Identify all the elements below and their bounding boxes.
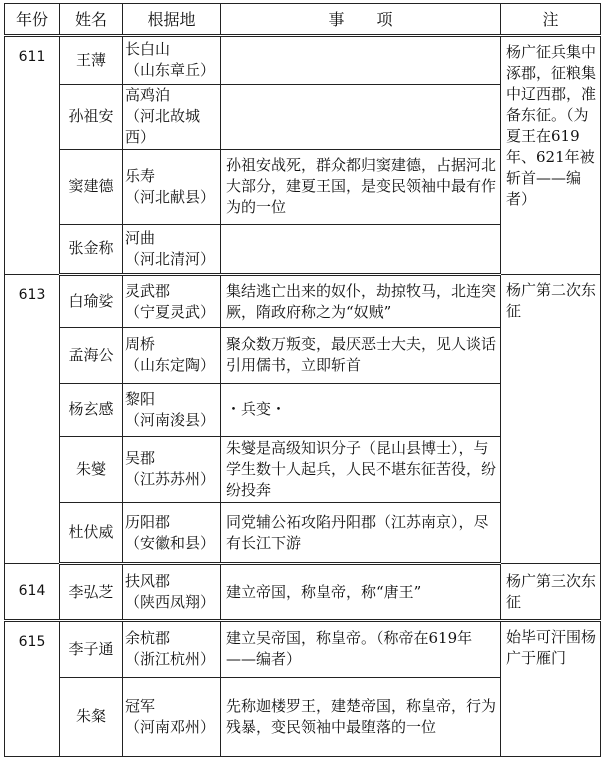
base-place: 高鸡泊 [125, 86, 171, 105]
base-location: （河南邓州） [125, 717, 216, 736]
year-cell: 615 [5, 621, 60, 757]
name-cell: 李子通 [60, 621, 123, 678]
base-cell [123, 503, 221, 564]
base-cell [123, 436, 221, 503]
base-cell [123, 149, 221, 224]
note-cell: 杨广第三次东征 [501, 564, 601, 621]
base-location: （河北清河） [125, 249, 216, 268]
base-place: 河曲 [125, 228, 156, 247]
event-cell: 聚众数万叛变，最厌恶士大夫，见人谈话引用儒书，立即斩首 [221, 328, 501, 384]
base-location: （陕西凤翔） [125, 593, 216, 612]
base-location: （山东章丘） [125, 61, 216, 80]
header-row [5, 4, 601, 36]
base-cell [123, 383, 221, 436]
name-cell: 杜伏威 [60, 503, 123, 564]
base-cell [123, 224, 221, 275]
event-cell: 集结逃亡出来的奴仆，劫掠牧马，北连突厥，隋政府称之为“奴贼” [221, 275, 501, 328]
base-cell [123, 564, 221, 621]
table-row [5, 621, 601, 678]
name-cell: 孙祖安 [60, 84, 123, 149]
base-place: 冠军 [125, 696, 156, 715]
event-cell: ・兵变・ [221, 383, 501, 436]
note-cell: 始毕可汗围杨广于雁门 [501, 621, 601, 757]
event-cell: 孙祖安战死，群众都归窦建德，占据河北大部分，建夏王国，是变民领袖中最有作为的一位 [221, 149, 501, 224]
base-place: 黎阳 [125, 389, 156, 408]
base-place: 吴郡 [125, 449, 156, 468]
name-cell: 孟海公 [60, 328, 123, 384]
year-cell: 613 [5, 275, 60, 564]
base-location: （安徽和县） [125, 533, 216, 552]
header-note: 注 [501, 4, 601, 36]
name-cell: 窦建德 [60, 149, 123, 224]
base-place: 周桥 [125, 335, 156, 354]
base-location: （山东定陶） [125, 356, 216, 375]
base-location: （浙江杭州） [125, 650, 216, 669]
base-location: （江苏苏州） [125, 470, 216, 489]
event-cell [221, 36, 501, 85]
note-cell: 杨广征兵集中涿郡，征粮集中辽西郡，准备东征。（为夏王在619年、621年被斩首——编者） [501, 36, 601, 275]
header-name: 姓名 [60, 4, 123, 36]
name-cell: 李弘芝 [60, 564, 123, 621]
base-place: 灵武郡 [125, 281, 171, 300]
event-cell [221, 84, 501, 149]
event-cell: 建立吴帝国，称皇帝。（称帝在619年——编者） [221, 621, 501, 678]
table-row [5, 275, 601, 328]
table-row [5, 36, 601, 85]
base-cell [123, 677, 221, 756]
base-cell [123, 275, 221, 328]
base-place: 乐寿 [125, 166, 156, 185]
name-cell: 白瑜娑 [60, 275, 123, 328]
event-cell: 同党辅公祏攻陷丹阳郡（江苏南京），尽有长江下游 [221, 503, 501, 564]
name-cell: 朱粲 [60, 677, 123, 756]
base-place: 余杭郡 [125, 629, 171, 648]
table-row [5, 564, 601, 621]
note-cell: 杨广第二次东征 [501, 275, 601, 564]
base-location: （河北故城西） [125, 107, 201, 147]
event-cell [221, 224, 501, 275]
event-cell: 先称迦楼罗王，建楚帝国，称皇帝，行为残暴，变民领袖中最堕落的一位 [221, 677, 501, 756]
base-location: （宁夏灵武） [125, 302, 216, 321]
year-cell: 611 [5, 36, 60, 275]
year-cell: 614 [5, 564, 60, 621]
uprising-table [4, 3, 601, 757]
header-event: 事 项 [221, 4, 501, 36]
header-year: 年份 [5, 4, 60, 36]
name-cell: 朱燮 [60, 436, 123, 503]
name-cell: 杨玄感 [60, 383, 123, 436]
event-cell: 建立帝国，称皇帝，称“唐王” [221, 564, 501, 621]
name-cell: 张金称 [60, 224, 123, 275]
name-cell: 王薄 [60, 36, 123, 85]
header-base: 根据地 [123, 4, 221, 36]
base-location: （河南浚县） [125, 410, 216, 429]
base-cell [123, 84, 221, 149]
base-place: 扶风郡 [125, 572, 171, 591]
base-cell [123, 328, 221, 384]
base-place: 长白山 [125, 40, 171, 59]
base-location: （河北献县） [125, 187, 216, 206]
base-cell [123, 621, 221, 678]
base-cell [123, 36, 221, 85]
base-place: 历阳郡 [125, 512, 171, 531]
event-cell: 朱燮是高级知识分子（昆山县博士），与学生数十人起兵，人民不堪东征苦役，纷纷投奔 [221, 436, 501, 503]
